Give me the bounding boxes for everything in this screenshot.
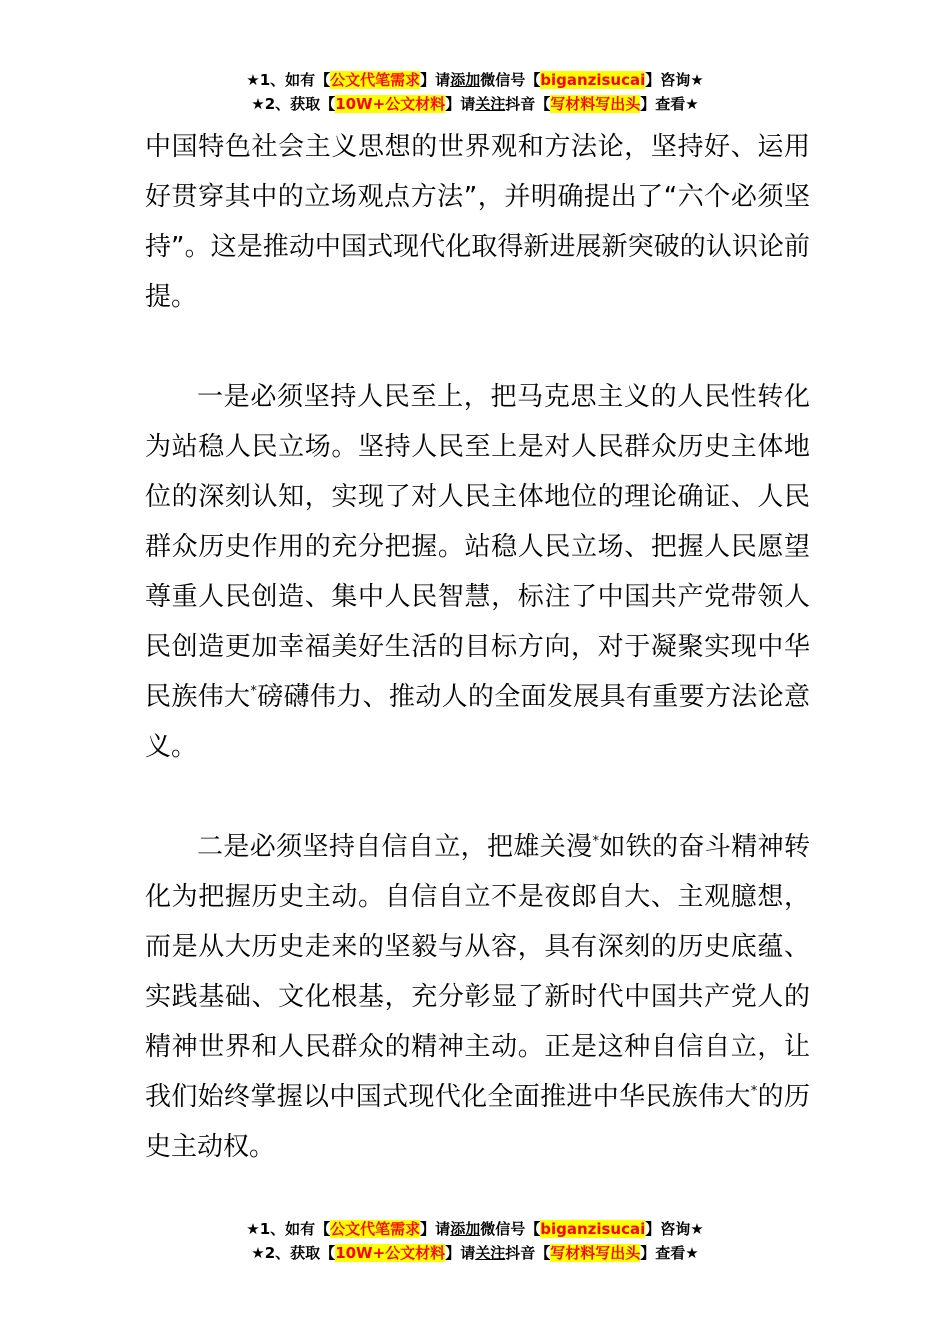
paragraph-2 bbox=[145, 372, 810, 772]
banner-line-1 bbox=[0, 68, 950, 92]
banner-text: 】查看★ bbox=[640, 95, 699, 113]
banner-line-1 bbox=[0, 1217, 950, 1241]
document-body bbox=[145, 122, 810, 1172]
highlight-text: 公文代笔需求 bbox=[330, 71, 421, 89]
banner-text: 】请 bbox=[445, 95, 476, 113]
banner-text: ★2、获取【 bbox=[251, 1244, 336, 1262]
paragraph-3 bbox=[145, 822, 810, 1172]
banner-text: 抖音【 bbox=[505, 95, 551, 113]
banner-text: ★1、如有【 bbox=[246, 71, 331, 89]
banner-line-2 bbox=[0, 92, 950, 116]
emphasis-text: 关注 bbox=[475, 95, 506, 113]
paragraph-text: 磅礴伟力、推动人的全面发展具有重要方法论意义。 bbox=[145, 682, 810, 762]
highlight-text: 写材料写出头 bbox=[550, 95, 641, 113]
highlight-text: biganzisucai bbox=[540, 71, 646, 89]
paragraph-text: 如铁的奋斗精神转化为把握历史主动。自信自立不是夜郎自大、主观臆想，而是从大历史走来的坚毅与从容，具有深刻的历史底蕴、实践基础、文化根基，充分彰显了新时代中国共产党人的精神世界和人民群众的精神主动。正是这种自信自立，让我们始终掌握以中国式现代化全面推进中华民族伟大 bbox=[145, 832, 810, 1112]
emphasis-text: 关注 bbox=[475, 1244, 506, 1262]
banner-text: 】查看★ bbox=[640, 1244, 699, 1262]
banner-text: ★1、如有【 bbox=[246, 1220, 331, 1238]
banner-text: 微信号【 bbox=[480, 71, 541, 89]
highlight-text: 10W+公文材料 bbox=[335, 95, 446, 113]
paragraph-text: 中国特色社会主义思想的世界观和方法论，坚持好、运用好贯穿其中的立场观点方法”，并明确提出了“六个必须坚持”。这是推动中国式现代化取得新进展新突破的认识论前提。 bbox=[145, 132, 810, 312]
emphasis-text: 添加 bbox=[450, 1220, 481, 1238]
banner-text: 】请 bbox=[420, 1220, 451, 1238]
highlight-text: biganzisucai bbox=[540, 1220, 646, 1238]
header-banner bbox=[0, 68, 950, 116]
paragraph-1 bbox=[145, 122, 810, 322]
asterisk-mark: * bbox=[592, 834, 600, 849]
banner-text: 微信号【 bbox=[480, 1220, 541, 1238]
banner-line-2 bbox=[0, 1241, 950, 1265]
paragraph-gap bbox=[145, 322, 810, 372]
highlight-text: 公文代笔需求 bbox=[330, 1220, 421, 1238]
banner-text: 】咨询★ bbox=[645, 71, 704, 89]
paragraph-text: 的历史主动权。 bbox=[145, 1082, 810, 1162]
footer-banner bbox=[0, 1217, 950, 1265]
highlight-text: 10W+公文材料 bbox=[335, 1244, 446, 1262]
paragraph-text: 二是必须坚持自信自立，把雄关漫 bbox=[197, 832, 593, 862]
banner-text: 】请 bbox=[420, 71, 451, 89]
highlight-text: 写材料写出头 bbox=[550, 1244, 641, 1262]
asterisk-mark: * bbox=[250, 684, 257, 699]
paragraph-gap bbox=[145, 772, 810, 822]
asterisk-mark: * bbox=[750, 1084, 758, 1099]
emphasis-text: 添加 bbox=[450, 71, 481, 89]
banner-text: ★2、获取【 bbox=[251, 95, 336, 113]
paragraph-text: 一是必须坚持人民至上，把马克思主义的人民性转化为站稳人民立场。坚持人民至上是对人民群众历史主体地位的深刻认知，实现了对人民主体地位的理论确证、人民群众历史作用的充分把握。站稳人民立场、把握人民愿望尊重人民创造、集中人民智慧，标注了中国共产党带领人民创造更加幸福美好生活的目标方向，对于凝聚实现中华民族伟大 bbox=[145, 382, 810, 712]
banner-text: 抖音【 bbox=[505, 1244, 551, 1262]
banner-text: 】请 bbox=[445, 1244, 476, 1262]
banner-text: 】咨询★ bbox=[645, 1220, 704, 1238]
